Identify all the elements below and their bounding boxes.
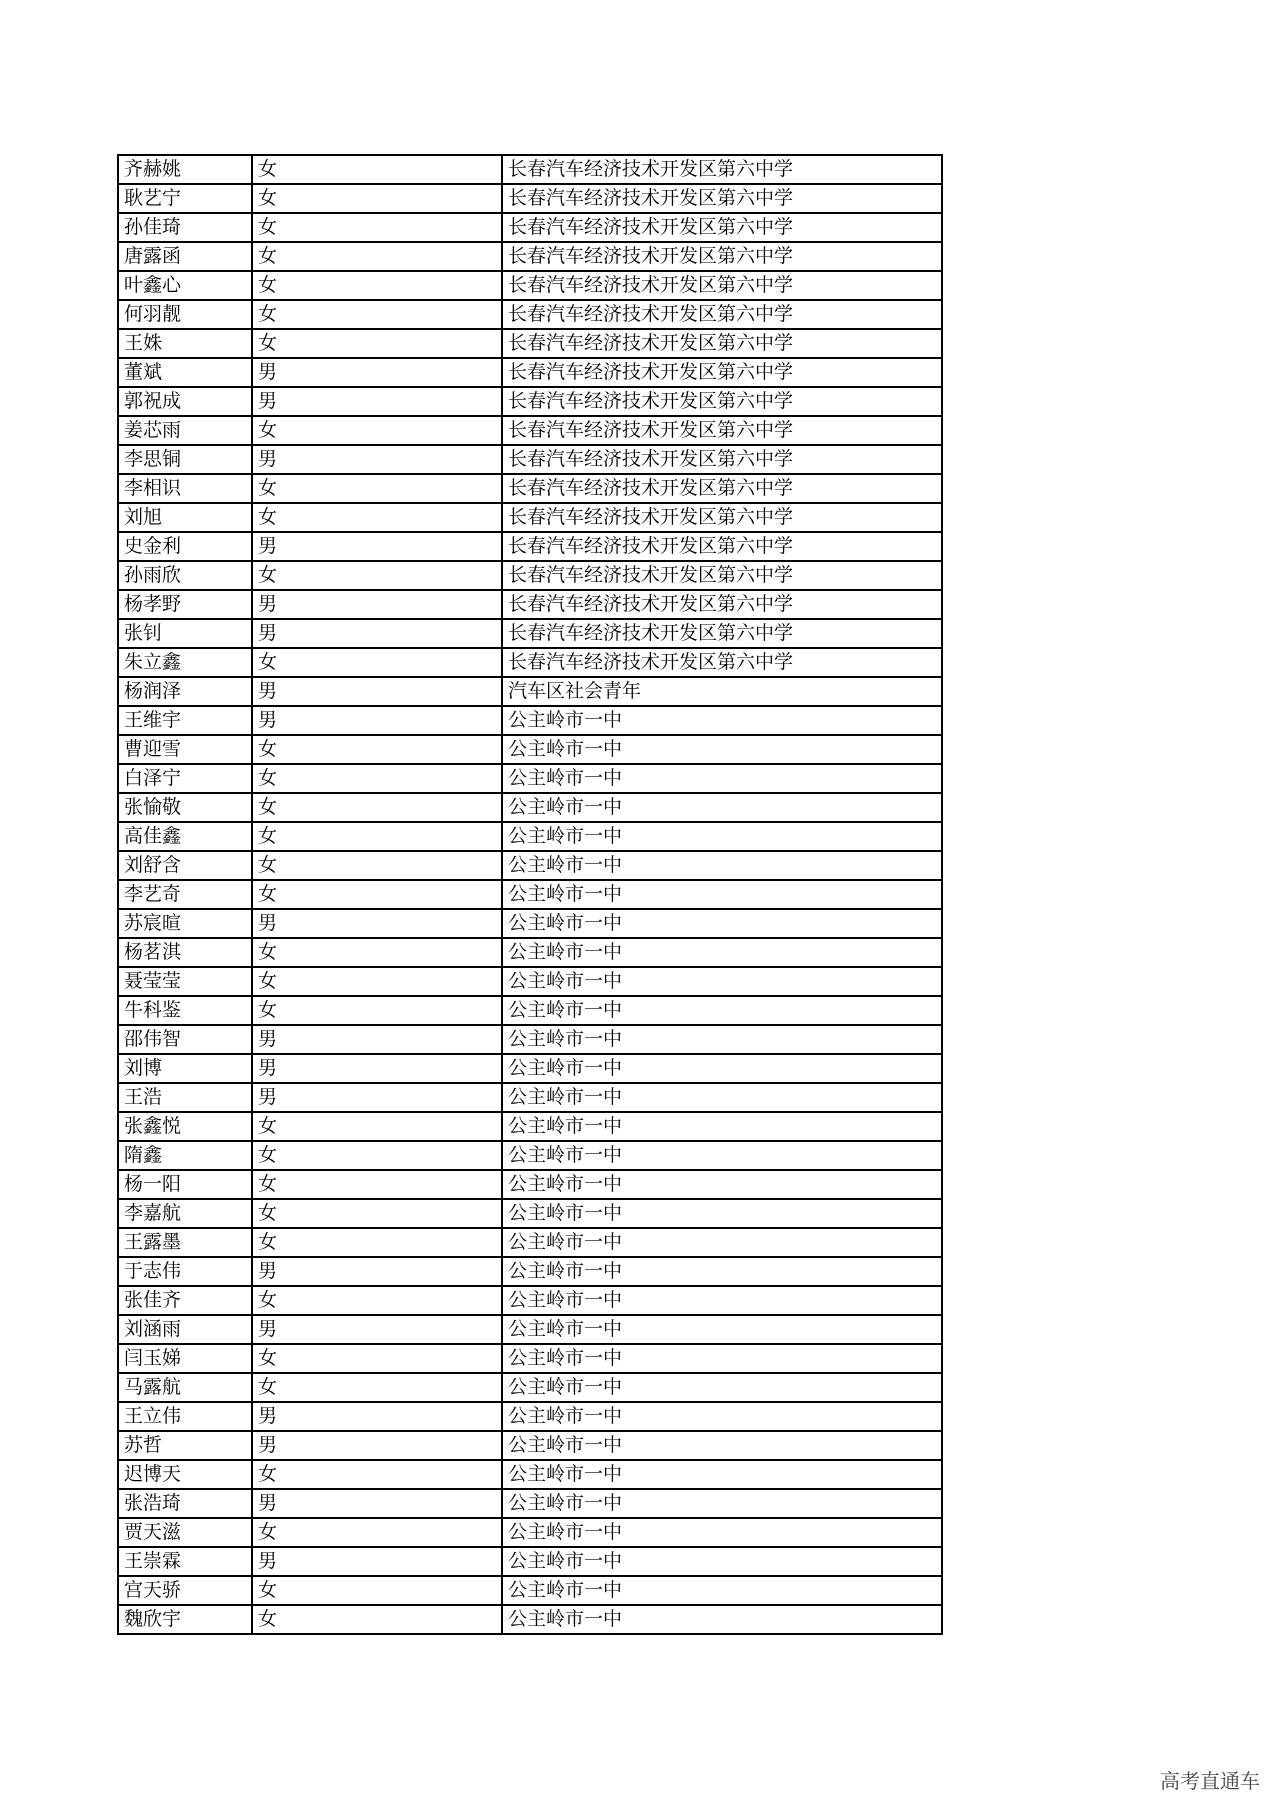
- school-cell: 长春汽车经济技术开发区第六中学: [502, 242, 942, 271]
- table-row: [118, 677, 942, 706]
- school-cell: 长春汽车经济技术开发区第六中学: [502, 445, 942, 474]
- school-cell: 长春汽车经济技术开发区第六中学: [502, 387, 942, 416]
- table-row: [118, 619, 942, 648]
- table-row: [118, 445, 942, 474]
- student-name-cell: 邵伟智: [118, 1025, 252, 1054]
- roster-table-body: [118, 155, 942, 1634]
- table-row: [118, 1083, 942, 1112]
- school-cell: 长春汽车经济技术开发区第六中学: [502, 474, 942, 503]
- student-name-cell: 宫天骄: [118, 1576, 252, 1605]
- table-row: [118, 1199, 942, 1228]
- table-row: [118, 1605, 942, 1634]
- student-name-cell: 姜芯雨: [118, 416, 252, 445]
- student-name-cell: 杨一阳: [118, 1170, 252, 1199]
- school-cell: 长春汽车经济技术开发区第六中学: [502, 271, 942, 300]
- table-row: [118, 1518, 942, 1547]
- student-name-cell: 聂莹莹: [118, 967, 252, 996]
- student-name-cell: 王浩: [118, 1083, 252, 1112]
- student-name-cell: 苏宸暄: [118, 909, 252, 938]
- student-name-cell: 王崇霖: [118, 1547, 252, 1576]
- gender-cell: 女: [252, 1344, 502, 1373]
- student-name-cell: 张佳齐: [118, 1286, 252, 1315]
- gender-cell: 女: [252, 561, 502, 590]
- student-name-cell: 苏哲: [118, 1431, 252, 1460]
- student-name-cell: 史金利: [118, 532, 252, 561]
- table-row: [118, 1344, 942, 1373]
- gender-cell: 女: [252, 1141, 502, 1170]
- school-cell: 公主岭市一中: [502, 909, 942, 938]
- roster-table: [117, 154, 943, 1635]
- school-cell: 公主岭市一中: [502, 1286, 942, 1315]
- table-row: [118, 1170, 942, 1199]
- student-name-cell: 李相识: [118, 474, 252, 503]
- gender-cell: 女: [252, 880, 502, 909]
- table-row: [118, 1286, 942, 1315]
- school-cell: 长春汽车经济技术开发区第六中学: [502, 300, 942, 329]
- table-row: [118, 590, 942, 619]
- student-name-cell: 刘旭: [118, 503, 252, 532]
- school-cell: 公主岭市一中: [502, 822, 942, 851]
- table-row: [118, 503, 942, 532]
- table-row: [118, 938, 942, 967]
- table-row: [118, 387, 942, 416]
- school-cell: 长春汽车经济技术开发区第六中学: [502, 619, 942, 648]
- school-cell: 长春汽车经济技术开发区第六中学: [502, 561, 942, 590]
- gender-cell: 女: [252, 503, 502, 532]
- school-cell: 长春汽车经济技术开发区第六中学: [502, 503, 942, 532]
- table-row: [118, 1373, 942, 1402]
- school-cell: 公主岭市一中: [502, 967, 942, 996]
- table-row: [118, 213, 942, 242]
- student-name-cell: 王维宇: [118, 706, 252, 735]
- school-cell: 公主岭市一中: [508, 1608, 623, 1630]
- school-cell: 公主岭市一中: [502, 938, 942, 967]
- gender-cell: 女: [252, 938, 502, 967]
- gender-cell: 女: [252, 416, 502, 445]
- student-name-cell: 董斌: [118, 358, 252, 387]
- gender-cell: 女: [252, 155, 502, 184]
- table-row: [118, 706, 942, 735]
- school-cell: 汽车区社会青年: [502, 677, 942, 706]
- school-cell: 公主岭市一中: [502, 1257, 942, 1286]
- school-cell: 长春汽车经济技术开发区第六中学: [502, 416, 942, 445]
- school-cell: 公主岭市一中: [502, 1576, 942, 1605]
- school-cell: 长春汽车经济技术开发区第六中学: [502, 329, 942, 358]
- table-row: [118, 561, 942, 590]
- student-name-cell: 魏欣宇: [118, 1605, 252, 1634]
- table-row: [118, 242, 942, 271]
- table-row: [118, 967, 942, 996]
- table-row: [118, 1460, 942, 1489]
- gender-cell: 女: [252, 1460, 502, 1489]
- table-row: [118, 851, 942, 880]
- watermark-text: 高考直通车: [1160, 1769, 1260, 1793]
- gender-cell: 男: [252, 706, 502, 735]
- student-name-cell: 王立伟: [118, 1402, 252, 1431]
- student-name-cell: 唐露函: [118, 242, 252, 271]
- school-cell: 长春汽车经济技术开发区第六中学: [502, 155, 942, 184]
- school-cell: 公主岭市一中: [502, 880, 942, 909]
- school-cell: 公主岭市一中: [502, 851, 942, 880]
- school-cell: 公主岭市一中: [502, 1025, 942, 1054]
- school-cell: 公主岭市一中: [502, 1315, 942, 1344]
- table-row: [118, 184, 942, 213]
- gender-cell: 女: [252, 1605, 502, 1634]
- gender-cell: 女: [252, 822, 502, 851]
- school-cell: 公主岭市一中: [502, 706, 942, 735]
- table-row: [118, 1025, 942, 1054]
- table-row: [118, 1315, 942, 1344]
- student-name-cell: 刘舒含: [118, 851, 252, 880]
- gender-cell: 男: [252, 1315, 502, 1344]
- gender-cell: 男: [252, 1025, 502, 1054]
- student-name-cell: 张浩琦: [118, 1489, 252, 1518]
- table-row: [118, 271, 942, 300]
- student-name-cell: 何羽靓: [118, 300, 252, 329]
- gender-cell: 男: [252, 1431, 502, 1460]
- school-cell: 公主岭市一中: [502, 1431, 942, 1460]
- school-cell: 长春汽车经济技术开发区第六中学: [502, 358, 942, 387]
- table-row: [118, 532, 942, 561]
- student-name-cell: 高佳鑫: [118, 822, 252, 851]
- gender-cell: 女: [252, 1228, 502, 1257]
- gender-cell: 女: [252, 648, 502, 677]
- school-cell: 公主岭市一中: [502, 1489, 942, 1518]
- school-cell: 公主岭市一中: [502, 1547, 942, 1576]
- student-name-cell: 齐赫姚: [118, 155, 252, 184]
- gender-cell: 男: [252, 619, 502, 648]
- table-row: [118, 474, 942, 503]
- student-name-cell: 耿艺宁: [118, 184, 252, 213]
- school-cell: 长春汽车经济技术开发区第六中学: [502, 213, 942, 242]
- student-name-cell: 贾天滋: [118, 1518, 252, 1547]
- school-cell: 公主岭市一中: [502, 1460, 942, 1489]
- student-name-cell: 迟博天: [118, 1460, 252, 1489]
- student-name-cell: 白泽宁: [118, 764, 252, 793]
- gender-cell: 男: [252, 532, 502, 561]
- gender-cell: 女: [252, 996, 502, 1025]
- school-cell: 长春汽车经济技术开发区第六中学: [502, 532, 942, 561]
- school-cell: 公主岭市一中: [502, 1344, 942, 1373]
- gender-cell: 女: [252, 967, 502, 996]
- school-cell: 公主岭市一中: [502, 1054, 942, 1083]
- table-row: [118, 764, 942, 793]
- gender-cell: 女: [252, 300, 502, 329]
- school-cell: 公主岭市一中: [502, 1373, 942, 1402]
- gender-cell: 女: [252, 1373, 502, 1402]
- gender-cell: 男: [252, 677, 502, 706]
- school-cell: 长春汽车经济技术开发区第六中学: [502, 184, 942, 213]
- gender-cell: 男: [252, 1054, 502, 1083]
- table-row: [118, 300, 942, 329]
- table-row: [118, 1257, 942, 1286]
- gender-cell: 女: [252, 1170, 502, 1199]
- school-cell: 公主岭市一中: [502, 1402, 942, 1431]
- student-name-cell: 杨润泽: [118, 677, 252, 706]
- gender-cell: 女: [252, 474, 502, 503]
- school-cell: 公主岭市一中: [502, 1112, 942, 1141]
- school-cell: 公主岭市一中: [502, 1518, 942, 1547]
- gender-cell: 女: [252, 184, 502, 213]
- student-name-cell: 马露航: [118, 1373, 252, 1402]
- school-cell: 公主岭市一中: [502, 1141, 942, 1170]
- gender-cell: 男: [252, 1547, 502, 1576]
- student-name-cell: 闫玉娣: [118, 1344, 252, 1373]
- student-name-cell: 李思铜: [118, 445, 252, 474]
- school-cell: 公主岭市一中: [502, 1170, 942, 1199]
- table-row: [118, 1489, 942, 1518]
- table-row: [118, 909, 942, 938]
- table-row: [118, 1141, 942, 1170]
- student-name-cell: 李艺奇: [118, 880, 252, 909]
- student-name-cell: 刘涵雨: [118, 1315, 252, 1344]
- student-name-cell: 孙佳琦: [118, 213, 252, 242]
- school-cell: 长春汽车经济技术开发区第六中学: [502, 590, 942, 619]
- student-name-cell: 杨孝野: [118, 590, 252, 619]
- table-row: [118, 1402, 942, 1431]
- school-cell: 公主岭市一中: [502, 735, 942, 764]
- gender-cell: 女: [252, 213, 502, 242]
- student-name-cell: 张鑫悦: [118, 1112, 252, 1141]
- gender-cell: 女: [252, 329, 502, 358]
- school-cell: 公主岭市一中: [502, 1083, 942, 1112]
- student-name-cell: 郭祝成: [118, 387, 252, 416]
- table-row: [118, 1431, 942, 1460]
- gender-cell: 男: [252, 1489, 502, 1518]
- school-cell: 公主岭市一中: [502, 1199, 942, 1228]
- gender-cell: 男: [252, 387, 502, 416]
- student-name-cell: 杨茗淇: [118, 938, 252, 967]
- school-cell: 公主岭市一中: [502, 764, 942, 793]
- student-name-cell: 叶鑫心: [118, 271, 252, 300]
- table-row: [118, 1112, 942, 1141]
- gender-cell: 男: [252, 358, 502, 387]
- table-row: [118, 1054, 942, 1083]
- gender-cell: 女: [252, 242, 502, 271]
- student-name-cell: 张钊: [118, 619, 252, 648]
- table-row: [118, 155, 942, 184]
- school-cell: 长春汽车经济技术开发区第六中学: [502, 648, 942, 677]
- gender-cell: 男: [252, 1083, 502, 1112]
- student-name-cell: 曹迎雪: [118, 735, 252, 764]
- gender-cell: 男: [252, 445, 502, 474]
- student-name-cell: 王姝: [118, 329, 252, 358]
- table-row: [118, 1576, 942, 1605]
- gender-cell: 男: [252, 1402, 502, 1431]
- gender-cell: 女: [252, 1286, 502, 1315]
- school-cell: 公主岭市一中: [502, 1228, 942, 1257]
- table-row: [118, 822, 942, 851]
- student-name-cell: 刘博: [118, 1054, 252, 1083]
- gender-cell: 女: [252, 271, 502, 300]
- table-row: [118, 735, 942, 764]
- table-row: [118, 880, 942, 909]
- table-row: [118, 793, 942, 822]
- student-name-cell: 李嘉航: [118, 1199, 252, 1228]
- student-name-cell: 张愉敬: [118, 793, 252, 822]
- gender-cell: 女: [252, 793, 502, 822]
- school-cell: 公主岭市一中: [502, 996, 942, 1025]
- table-row: [118, 648, 942, 677]
- student-name-cell: 孙雨欣: [118, 561, 252, 590]
- gender-cell: 女: [252, 1518, 502, 1547]
- school-cell: 公主岭市一中: [502, 793, 942, 822]
- table-row: [118, 1547, 942, 1576]
- table-row: [118, 329, 942, 358]
- student-name-cell: 于志伟: [118, 1257, 252, 1286]
- gender-cell: 男: [252, 1257, 502, 1286]
- student-name-cell: 朱立鑫: [118, 648, 252, 677]
- table-row: [118, 416, 942, 445]
- table-row: [118, 996, 942, 1025]
- gender-cell: 男: [252, 909, 502, 938]
- gender-cell: 女: [252, 1199, 502, 1228]
- gender-cell: 女: [252, 851, 502, 880]
- student-name-cell: 隋鑫: [118, 1141, 252, 1170]
- student-name-cell: 王露墨: [118, 1228, 252, 1257]
- gender-cell: 女: [252, 735, 502, 764]
- student-name-cell: 牛科鉴: [118, 996, 252, 1025]
- gender-cell: 女: [252, 1576, 502, 1605]
- gender-cell: 男: [252, 590, 502, 619]
- table-row: [118, 1228, 942, 1257]
- gender-cell: 女: [252, 764, 502, 793]
- gender-cell: 女: [252, 1112, 502, 1141]
- table-row: [118, 358, 942, 387]
